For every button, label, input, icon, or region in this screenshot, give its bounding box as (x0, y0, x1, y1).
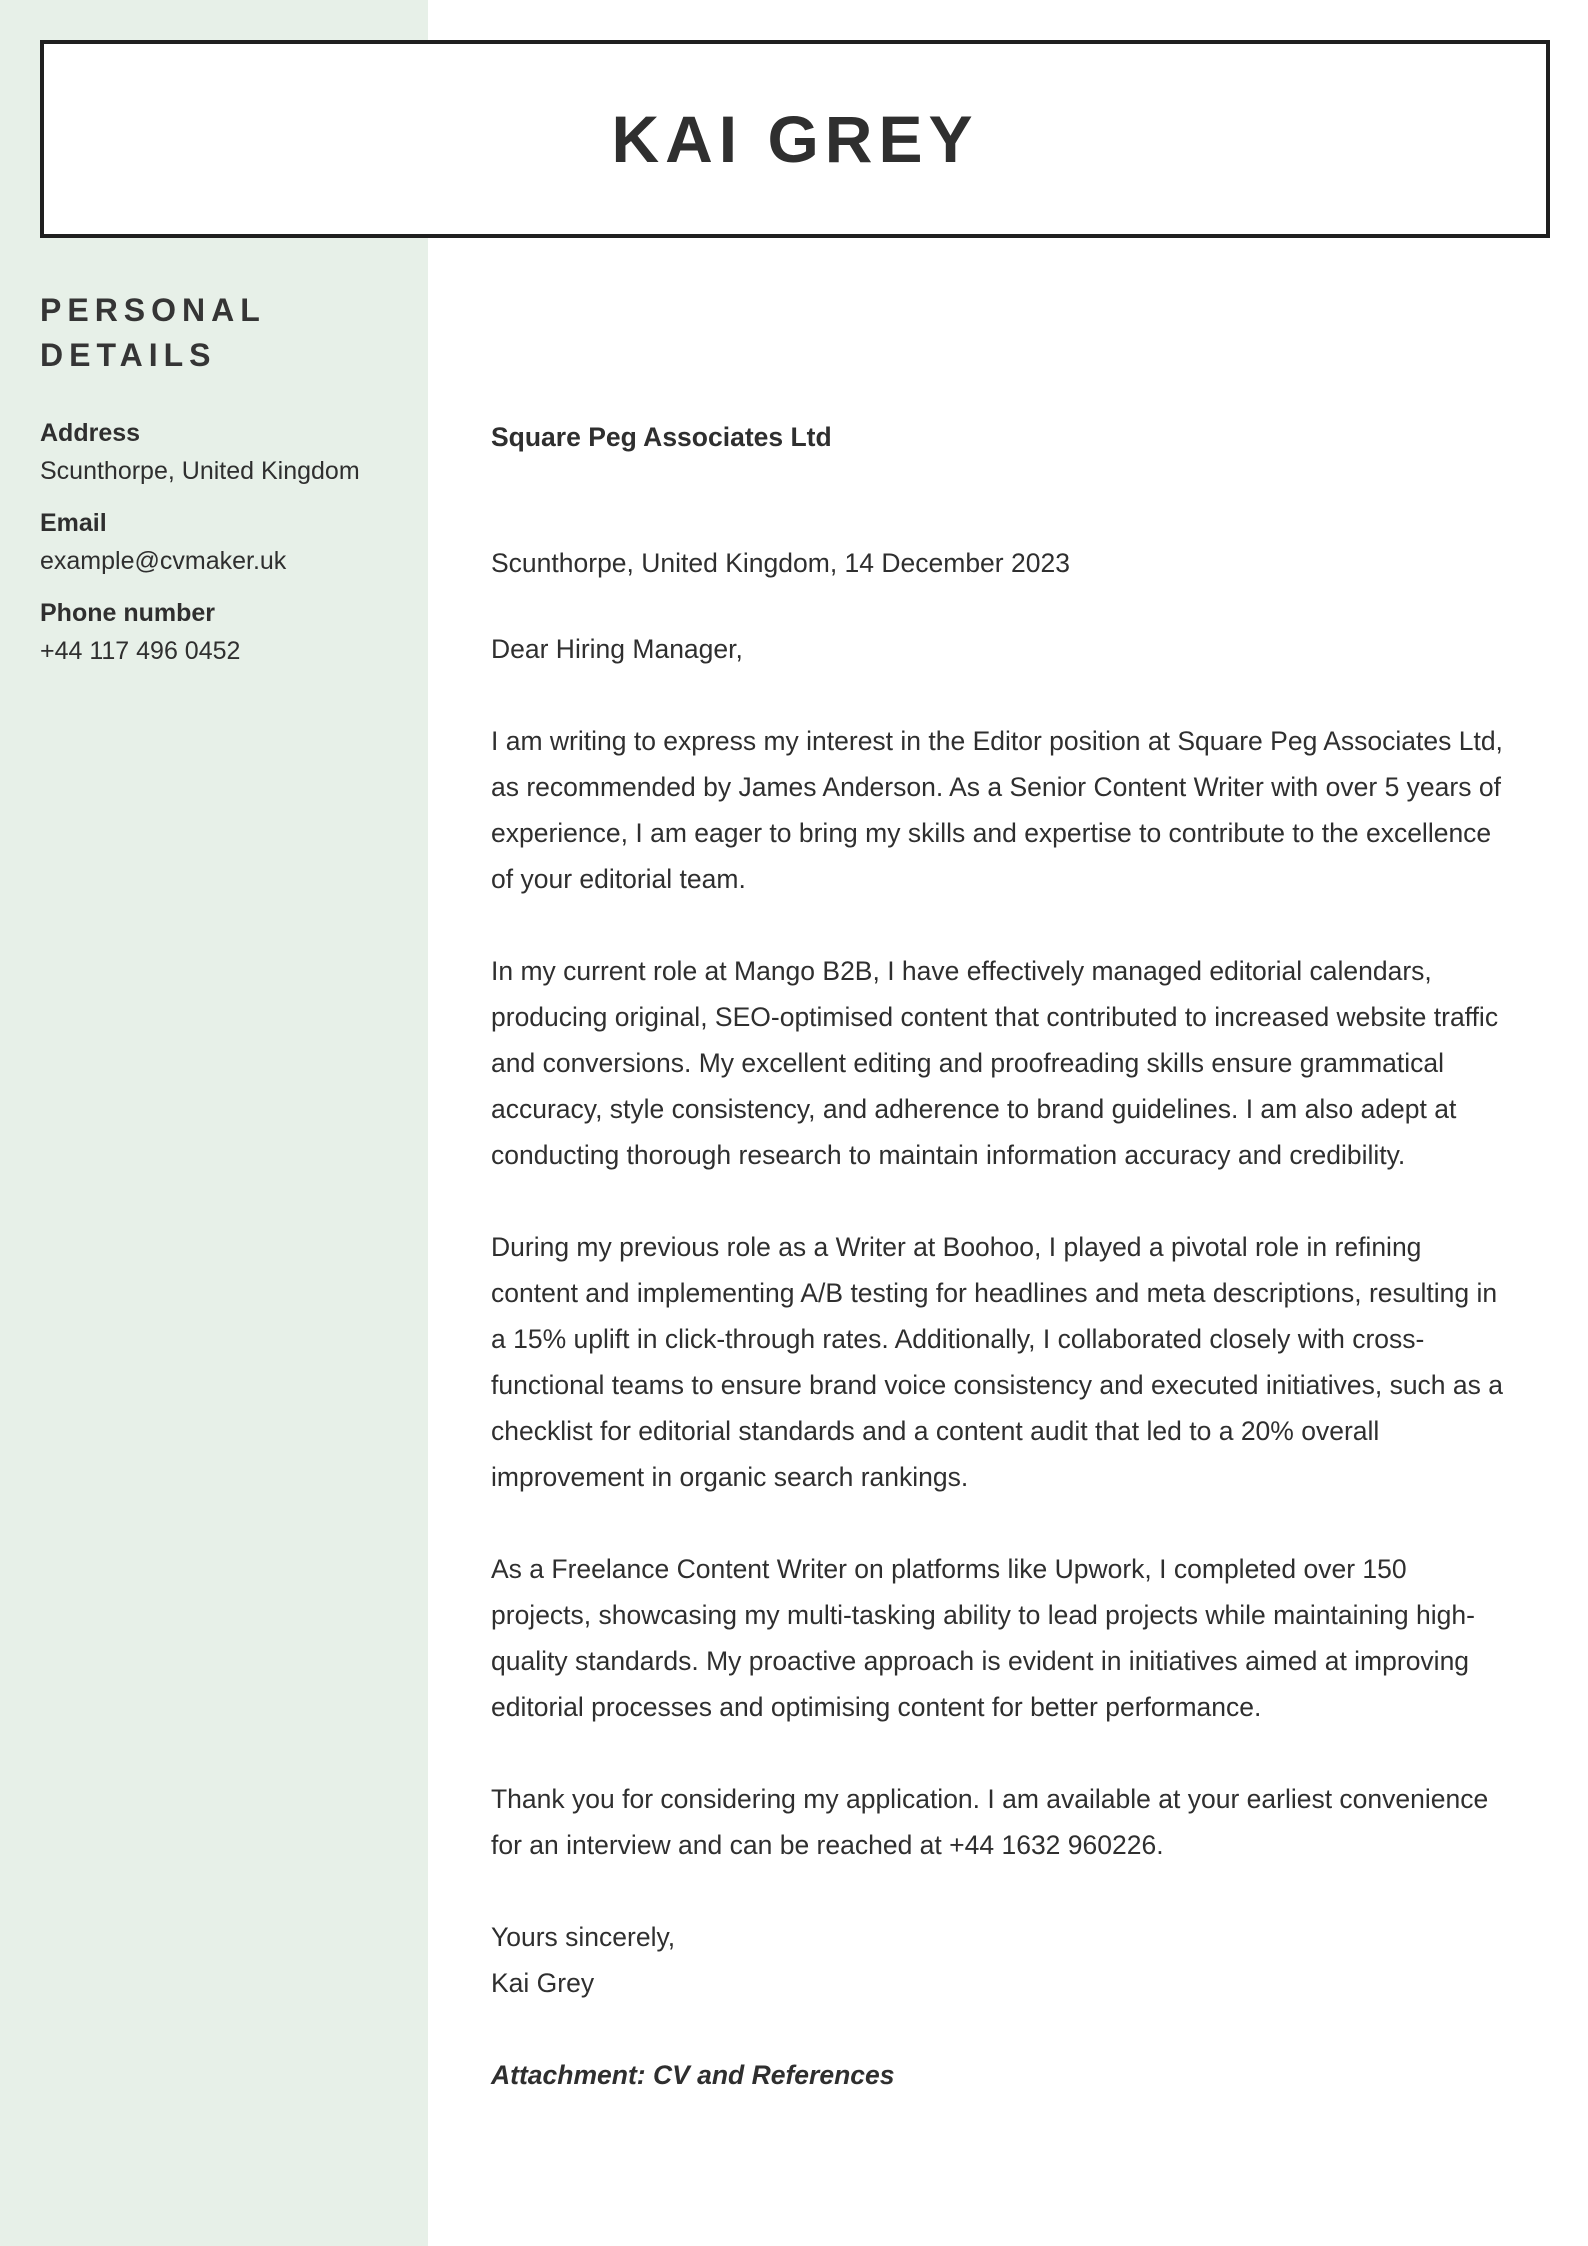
paragraph-freelance: As a Freelance Content Writer on platforms like Upwork, I completed over 150 projects, showcasing my multi-tasking ability to lead projects while maintaining high-quality standards. My proactive approach is evident in initiatives aimed at improving editorial processes and optimising content for better performance. (491, 1554, 1475, 1722)
signature: Kai Grey (491, 1968, 595, 1998)
greeting: Dear Hiring Manager, (491, 634, 743, 664)
paragraph-thanks: Thank you for considering my application. I am available at your earliest convenience for an interview and can be reached at +44 1632 960226. (491, 1784, 1489, 1860)
place-and-date: Scunthorpe, United Kingdom, 14 December 2023 (491, 548, 1070, 578)
email-value: example@cvmaker.uk (40, 547, 287, 575)
name-header-box (40, 40, 1550, 238)
email-label: Email (40, 509, 107, 537)
paragraph-previous-role: During my previous role as a Writer at Boohoo, I played a pivotal role in refining content and implementing A/B testing for headlines and meta descriptions, resulting in a 15% uplift in click-through rates. Additionally, I collaborated closely with cross-functional teams to ensure brand voice consistency and executed initiatives, such as a checklist for editorial standards and a content audit that led to a 20% overall improvement in organic search rankings. (491, 1232, 1503, 1492)
phone-value: +44 117 496 0452 (40, 637, 241, 665)
paragraph-current-role: In my current role at Mango B2B, I have effectively managed editorial calendars, producing original, SEO-optimised content that contributed to increased website traffic and conversions. My excellent editing and proofreading skills ensure grammatical accuracy, style consistency, and adherence to brand guidelines. I am also adept at conducting thorough research to maintain information accuracy and credibility. (491, 956, 1499, 1170)
address-label: Address (40, 419, 141, 447)
personal-details (40, 414, 410, 684)
paragraph-intro: I am writing to express my interest in the Editor position at Square Peg Associates Ltd, as recommended by James Anderson. As a Senior Content Writer with over 5 years of experience, I am eager to bring my skills and expertise to contribute to the excellence of your editorial team. (491, 726, 1503, 894)
letter-body (491, 414, 1511, 2098)
candidate-name: KAI GREY (611, 102, 979, 176)
attachment-note: Attachment: CV and References (491, 2060, 895, 2090)
phone-label: Phone number (40, 599, 216, 627)
personal-details-title: PERSONAL DETAILS (40, 292, 266, 373)
closing: Yours sincerely, (491, 1922, 676, 1952)
recipient-company: Square Peg Associates Ltd (491, 422, 832, 452)
address-value: Scunthorpe, United Kingdom (40, 457, 360, 485)
